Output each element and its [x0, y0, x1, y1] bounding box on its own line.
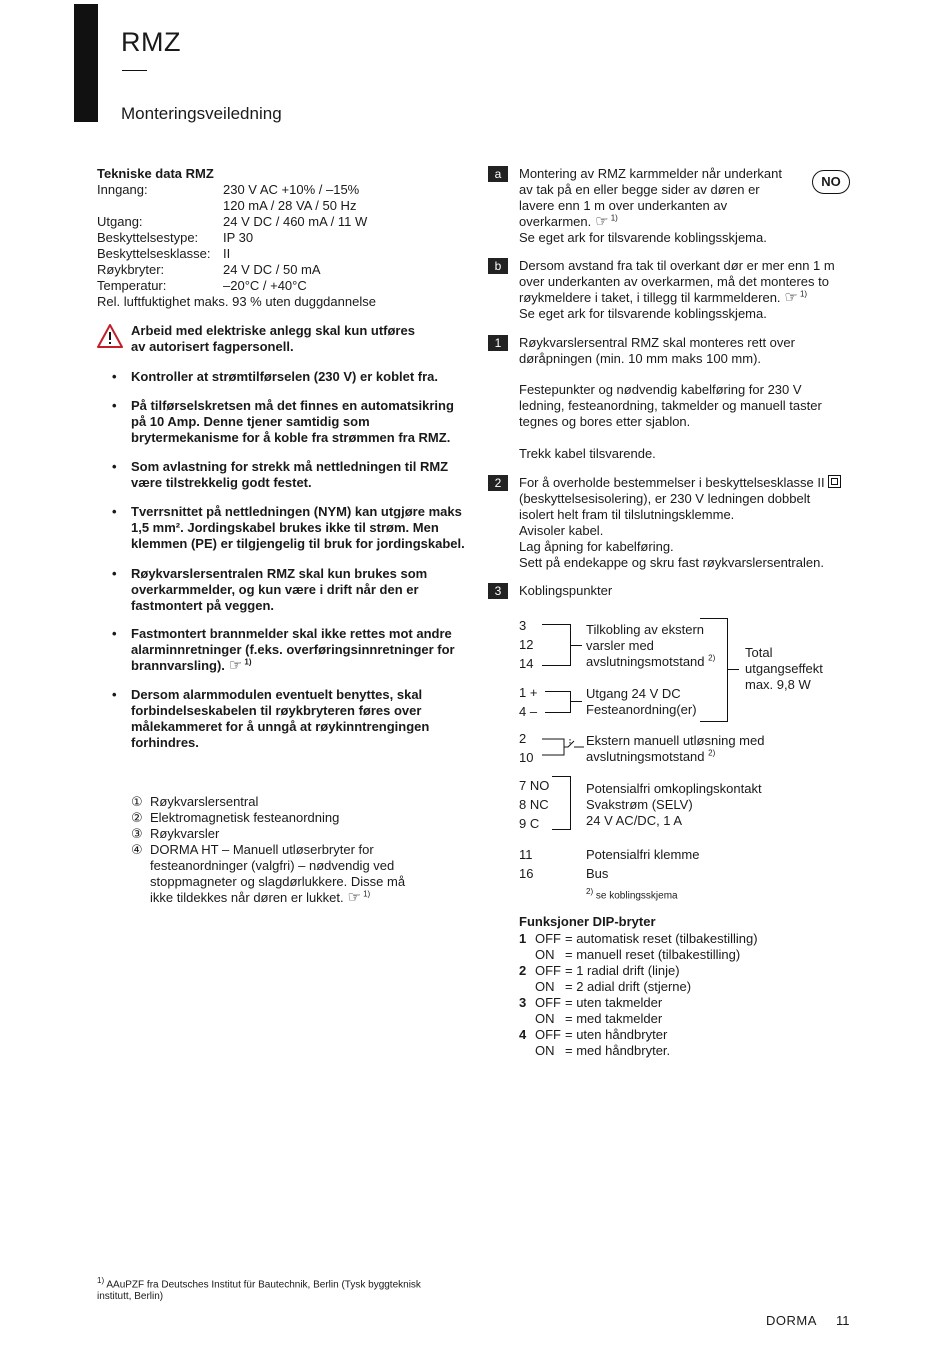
- footer-brand: DORMA: [766, 1313, 817, 1328]
- list-item: • Tverrsnittet på nettledningen (NYM) kan utgjøre maks 1,5 mm². Jordingskabel brukes ikke til strøm. Men klemmen (PE) er tilgjengelig til bruk for jordingskabel.: [112, 504, 465, 551]
- dip-row: 4 OFF = uten håndbryter: [519, 1027, 668, 1042]
- terminal-desc: avslutningsmotstand $^{2)}$: [586, 748, 716, 764]
- terminal-desc: Svakstrøm (SELV): [586, 797, 693, 812]
- spec-row: Røykbryter: 24 V DC / 50 mA: [97, 262, 321, 277]
- step-label-a: a: [488, 166, 508, 182]
- dip-row: 2 OFF = 1 radial drift (linje): [519, 963, 680, 978]
- step-text-a: Montering av RMZ karmmelder når underkant av tak på en eller begge sider av døren er lavere enn 1 m over underkanten av overkarmen. ☞ $^{1)}$: [519, 166, 782, 230]
- dip-row: ON = med håndbryter.: [535, 1043, 671, 1058]
- component-item: ② Elektromagnetisk festeanordning: [131, 810, 340, 825]
- total-label: utgangseffekt: [745, 661, 823, 676]
- step-label-2: 2: [488, 475, 508, 491]
- dip-heading: Funksjoner DIP-bryter: [519, 914, 656, 929]
- footnote: $^{1)}$ AAuPZF fra Deutsches Institut für Bautechnik, Berlin (Tysk byggteknisk institutt, Berlin): [97, 1276, 421, 1303]
- step-text-2d: Lag åpning for kabelføring.: [519, 539, 674, 554]
- terminal-number: 16: [519, 866, 534, 881]
- dip-row: 3 OFF = uten takmelder: [519, 995, 663, 1010]
- terminal-number: 2: [519, 731, 527, 746]
- terminal-desc: varsler med: [586, 638, 654, 653]
- spec-row: Beskyttelsestype: IP 30: [97, 230, 254, 245]
- component-item: ① Røykvarslersentral: [131, 794, 259, 809]
- component-item: ③ Røykvarsler: [131, 826, 220, 841]
- terminal-note: $^{2)}$ se koblingsskjema: [586, 887, 678, 902]
- connector-line: [570, 645, 582, 646]
- spec-row: Beskyttelsesklasse: II: [97, 246, 231, 261]
- spec-row: Temperatur: –20°C / +40°C: [97, 278, 307, 293]
- terminal-number: 11: [519, 847, 533, 862]
- terminal-desc: Tilkobling av ekstern: [586, 622, 705, 637]
- step-text-3: Koblingspunkter: [519, 583, 613, 598]
- terminal-desc: 24 V AC/DC, 1 A: [586, 813, 683, 828]
- terminal-number: 7 NO: [519, 778, 550, 793]
- spec-row: 120 mA / 28 VA / 50 Hz: [223, 198, 357, 213]
- language-badge: NO: [812, 170, 850, 194]
- step-text-1c: Trekk kabel tilsvarende.: [519, 446, 656, 461]
- terminal-bracket: [545, 691, 571, 713]
- connector-line: [570, 701, 582, 702]
- step-text-2c: Avisoler kabel.: [519, 523, 604, 538]
- step-text-2e: Sett på endekappe og skru fast røykvarslersentralen.: [519, 555, 824, 570]
- page-subtitle: Monteringsveiledning: [121, 104, 282, 123]
- protection-class-ii-icon: [828, 475, 841, 488]
- page-title: RMZ: [121, 27, 181, 57]
- page-number: 11: [836, 1313, 850, 1328]
- terminal-desc: avslutningsmotstand $^{2)}$: [586, 653, 716, 669]
- step-text-1: Røykvarslersentral RMZ skal monteres rett over døråpningen (min. 10 mm maks 100 mm).: [519, 335, 795, 366]
- dip-row: ON = med takmelder: [535, 1011, 663, 1026]
- reference-hand-icon: ☞: [784, 289, 798, 306]
- dip-row: 1 OFF = automatisk reset (tilbakestilling): [519, 931, 758, 946]
- humidity-row: Rel. luftfuktighet maks. 93 % uten duggdannelse: [97, 294, 376, 309]
- spec-row: Inngang: 230 V AC +10% / –15%: [97, 182, 360, 197]
- step-text-2b: (beskyttelsesisolering), er 230 V ledningen dobbelt isolert helt fram til tilslutningsklemme.: [519, 491, 811, 522]
- warning-icon: [97, 324, 123, 348]
- terminal-number: 10: [519, 750, 534, 765]
- step-text-b-note: Se eget ark for tilsvarende koblingsskjema.: [519, 306, 767, 321]
- list-item: • Som avlastning for strekk må nettledningen til RMZ være tilstrekkelig godt festet.: [112, 459, 449, 490]
- title-divider: [122, 70, 147, 71]
- terminal-number: 8 NC: [519, 797, 549, 812]
- terminal-number: 4 –: [519, 704, 538, 719]
- terminal-desc: Bus: [586, 866, 609, 881]
- terminal-desc: Potensialfri omkoplingskontakt: [586, 781, 762, 796]
- step-text-1b: Festepunkter og nødvendig kabelføring for 230 V ledning, festeanordning, takmelder og manuell taster tegnes og bores etter sjablon.: [519, 382, 822, 429]
- terminal-number: 12: [519, 637, 534, 652]
- list-item: • Røykvarslersentralen RMZ skal kun brukes som overkarmmelder, og kun være i drift når den er fastmontert på veggen.: [112, 566, 428, 613]
- warning-text: Arbeid med elektriske anlegg skal kun utføres av autorisert fagpersonell.: [131, 323, 415, 354]
- terminal-number: 3: [519, 618, 527, 633]
- connector-line: [727, 669, 739, 670]
- step-text-2: For å overholde bestemmelser i beskyttelsesklasse II: [519, 475, 854, 491]
- step-text-a-note: Se eget ark for tilsvarende koblingsskjema.: [519, 230, 767, 245]
- terminal-desc: Potensialfri klemme: [586, 847, 700, 862]
- step-label-1: 1: [488, 335, 508, 351]
- list-item: • Kontroller at strømtilførselen (230 V) er koblet fra.: [112, 369, 439, 384]
- reference-hand-icon: ☞: [347, 889, 362, 906]
- terminal-bracket: [542, 624, 571, 666]
- terminal-number: 14: [519, 656, 534, 671]
- terminal-desc: Ekstern manuell utløsning med: [586, 733, 765, 748]
- step-label-b: b: [488, 258, 508, 274]
- step-text-b: Dersom avstand fra tak til overkant dør er mer enn 1 m over underkanten av overkarmen, må det monteres to røykmeldere i taket, i tillegg til karmmelderen. ☞ $^{1)}$: [519, 258, 835, 306]
- switch-symbol-icon: [540, 735, 584, 759]
- step-label-3: 3: [488, 583, 508, 599]
- spec-row: Utgang: 24 V DC / 460 mA / 11 W: [97, 214, 368, 229]
- terminal-bracket: [552, 776, 571, 830]
- terminal-desc: Festeanordning(er): [586, 702, 697, 717]
- total-label: Total: [745, 645, 773, 660]
- terminal-number: 9 C: [519, 816, 540, 831]
- total-bracket: [700, 618, 728, 722]
- tech-heading: Tekniske data RMZ: [97, 166, 214, 181]
- header-bar: [74, 4, 98, 122]
- terminal-desc: Utgang 24 V DC: [586, 686, 681, 701]
- list-item: • Dersom alarmmodulen eventuelt benyttes, skal forbindelseskabelen til røykbryteren føres over målekammeret for å unngå at røykinntrengingen forhindres.: [112, 687, 430, 750]
- terminal-number: 1 +: [519, 685, 538, 700]
- list-item: • På tilførselskretsen må det finnes en automatsikring på 10 Amp. Denne tjener samtidig som brytermekanisme for å koble fra strømmen fra RMZ.: [112, 398, 454, 445]
- reference-hand-icon: ☞: [228, 657, 243, 674]
- reference-hand-icon: ☞: [595, 213, 609, 230]
- list-item: • Fastmontert brannmelder skal ikke rettes mot andre alarminnretninger (f.eks. overføringsinnretninger for brannvarsling). ☞ $^{1)}$: [112, 626, 455, 674]
- dip-row: ON = manuell reset (tilbakestilling): [535, 947, 741, 962]
- total-label: max. 9,8 W: [745, 677, 811, 692]
- component-item: ④ DORMA HT – Manuell utløserbryter for festeanordninger (valgfri) – nødvendig ved stoppmagneter og slagdørlukkere. Disse må ikke tildekkes når døren er lukket. ☞ $^{1)}$: [131, 842, 406, 906]
- dip-row: ON = 2 adial drift (stjerne): [535, 979, 692, 994]
